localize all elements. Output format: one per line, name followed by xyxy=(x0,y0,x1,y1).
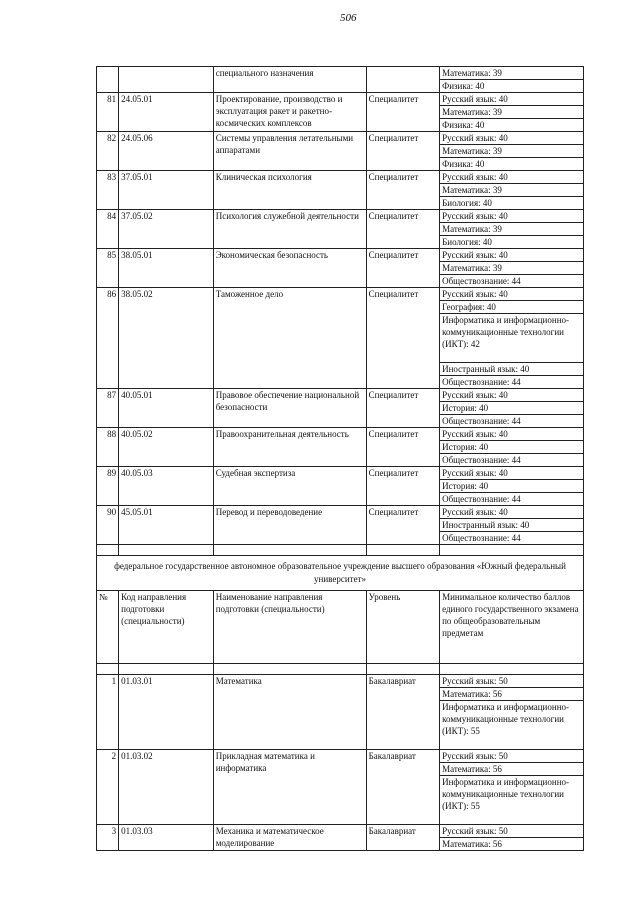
row-name: Математика xyxy=(213,675,366,750)
row-name: Экономическая безопасность xyxy=(213,249,366,288)
exam-score: Биология: 40 xyxy=(442,198,492,208)
row-code: 01.03.03 xyxy=(119,825,214,851)
header-level: Уровень xyxy=(366,591,439,664)
row-level: Специалитет xyxy=(366,506,439,545)
row-exams xyxy=(440,93,584,132)
exam-score: Физика: 40 xyxy=(442,120,485,130)
row-level xyxy=(366,67,439,93)
exam-score: Информатика и информационно-коммуникационные технологии (ИКТ): 42 xyxy=(440,314,583,363)
table-row xyxy=(97,132,584,171)
table-row xyxy=(97,171,584,210)
spacer-row xyxy=(97,545,584,556)
row-code: 37.05.02 xyxy=(119,210,214,249)
bottom-rows xyxy=(97,675,584,851)
row-exams xyxy=(440,506,584,545)
header-num: № xyxy=(97,591,119,664)
exam-score: Русский язык: 50 xyxy=(440,750,583,763)
table-row xyxy=(97,750,584,825)
exam-score: Русский язык: 40 xyxy=(440,210,583,223)
row-level: Бакалавриат xyxy=(366,750,439,825)
row-name: Правоохранительная деятельность xyxy=(213,428,366,467)
row-number: 2 xyxy=(97,750,119,825)
row-number: 88 xyxy=(97,428,119,467)
exam-score: Информатика и информационно-коммуникационные технологии (ИКТ): 55 xyxy=(442,702,570,736)
row-level: Специалитет xyxy=(366,93,439,132)
row-level: Специалитет xyxy=(366,132,439,171)
row-name: Проектирование, производство и эксплуатация ракет и ракетно-космических комплексов xyxy=(213,93,366,132)
exam-score: Обществознание: 44 xyxy=(442,494,521,504)
row-number: 82 xyxy=(97,132,119,171)
exam-score: Математика: 39 xyxy=(440,262,583,275)
row-number: 89 xyxy=(97,467,119,506)
exam-score: История: 40 xyxy=(440,480,583,493)
organization-name: федеральное государственное автономное образовательное учреждение высшего образования «Южный федеральный университет» xyxy=(97,556,584,591)
header-exams: Минимальное количество баллов единого государственного экзамена по общеобразовательным предметам xyxy=(440,591,584,664)
exam-score: Иностранный язык: 40 xyxy=(440,363,583,376)
exam-score: Математика: 56 xyxy=(442,839,502,849)
row-code: 24.05.06 xyxy=(119,132,214,171)
header-row xyxy=(97,591,584,664)
table-row xyxy=(97,93,584,132)
table-row xyxy=(97,249,584,288)
row-name: Системы управления летательными аппаратами xyxy=(213,132,366,171)
row-name: специального назначения xyxy=(213,67,366,93)
row-number: 85 xyxy=(97,249,119,288)
exam-score: Обществознание: 44 xyxy=(442,377,521,387)
exam-score: Русский язык: 40 xyxy=(440,132,583,145)
table-row xyxy=(97,389,584,428)
row-exams xyxy=(440,132,584,171)
row-code: 38.05.01 xyxy=(119,249,214,288)
admission-table xyxy=(96,66,584,851)
row-code: 38.05.02 xyxy=(119,288,214,389)
exam-score: Математика: 39 xyxy=(440,184,583,197)
table-row xyxy=(97,288,584,389)
row-number: 84 xyxy=(97,210,119,249)
exam-score: Русский язык: 40 xyxy=(440,467,583,480)
exam-score: Русский язык: 40 xyxy=(440,428,583,441)
header-name: Наименование направления подготовки (специальности) xyxy=(213,591,366,664)
exam-score: Русский язык: 40 xyxy=(440,93,583,106)
row-number: 83 xyxy=(97,171,119,210)
exam-score: Математика: 56 xyxy=(440,688,583,701)
exam-score: География: 40 xyxy=(440,301,583,314)
exam-score: Математика: 39 xyxy=(440,106,583,119)
row-exams xyxy=(440,288,584,389)
exam-score: История: 40 xyxy=(440,402,583,415)
row-code: 45.05.01 xyxy=(119,506,214,545)
table-row xyxy=(97,825,584,851)
exam-score: Математика: 56 xyxy=(440,763,583,776)
row-level: Специалитет xyxy=(366,389,439,428)
row-name: Перевод и переводоведение xyxy=(213,506,366,545)
row-code xyxy=(119,67,214,93)
row-exams xyxy=(440,171,584,210)
table-row xyxy=(97,210,584,249)
row-number xyxy=(97,67,119,93)
row-code: 40.05.02 xyxy=(119,428,214,467)
table-row xyxy=(97,506,584,545)
exam-score: Математика: 39 xyxy=(440,223,583,236)
header-code: Код направления подготовки (специальности) xyxy=(119,591,214,664)
row-level: Специалитет xyxy=(366,249,439,288)
page-number: 506 xyxy=(340,12,357,24)
table-row xyxy=(97,675,584,750)
row-name: Судебная экспертиза xyxy=(213,467,366,506)
row-level: Специалитет xyxy=(366,428,439,467)
exam-score: Математика: 39 xyxy=(440,67,583,80)
row-exams xyxy=(440,249,584,288)
row-number: 1 xyxy=(97,675,119,750)
table-row xyxy=(97,67,584,93)
exam-score: История: 40 xyxy=(440,441,583,454)
row-name: Правовое обеспечение национальной безопасности xyxy=(213,389,366,428)
row-code: 40.05.01 xyxy=(119,389,214,428)
exam-score: Обществознание: 44 xyxy=(442,533,521,543)
row-exams xyxy=(440,750,584,825)
row-name: Таможенное дело xyxy=(213,288,366,389)
exam-score: Русский язык: 50 xyxy=(440,825,583,838)
spacer-row xyxy=(97,664,584,675)
row-code: 37.05.01 xyxy=(119,171,214,210)
exam-score: Обществознание: 44 xyxy=(442,455,521,465)
exam-score: Русский язык: 40 xyxy=(440,249,583,262)
exam-score: Физика: 40 xyxy=(442,81,485,91)
top-rows xyxy=(97,67,584,545)
row-number: 3 xyxy=(97,825,119,851)
row-level: Специалитет xyxy=(366,288,439,389)
organization-row xyxy=(97,556,584,591)
exam-score: Информатика и информационно-коммуникационные технологии (ИКТ): 55 xyxy=(442,777,570,811)
exam-score: Русский язык: 40 xyxy=(440,506,583,519)
table-row xyxy=(97,428,584,467)
row-name: Клиническая психология xyxy=(213,171,366,210)
row-name: Прикладная математика и информатика xyxy=(213,750,366,825)
row-code: 01.03.02 xyxy=(119,750,214,825)
row-exams xyxy=(440,428,584,467)
row-level: Бакалавриат xyxy=(366,825,439,851)
row-level: Бакалавриат xyxy=(366,675,439,750)
exam-score: Русский язык: 40 xyxy=(440,288,583,301)
exam-score: Иностранный язык: 40 xyxy=(440,519,583,532)
row-number: 87 xyxy=(97,389,119,428)
row-number: 81 xyxy=(97,93,119,132)
exam-score: Обществознание: 44 xyxy=(442,416,521,426)
row-name: Механика и математическое моделирование xyxy=(213,825,366,851)
exam-score: Обществознание: 44 xyxy=(442,276,521,286)
row-number: 86 xyxy=(97,288,119,389)
row-number: 90 xyxy=(97,506,119,545)
row-exams xyxy=(440,389,584,428)
row-exams xyxy=(440,467,584,506)
row-exams xyxy=(440,825,584,851)
exam-score: Математика: 39 xyxy=(440,145,583,158)
exam-score: Биология: 40 xyxy=(442,237,492,247)
exam-score: Русский язык: 40 xyxy=(440,171,583,184)
row-exams xyxy=(440,210,584,249)
exam-score: Русский язык: 40 xyxy=(440,389,583,402)
exam-score: Физика: 40 xyxy=(442,159,485,169)
row-exams xyxy=(440,67,584,93)
row-exams xyxy=(440,675,584,750)
row-code: 01.03.01 xyxy=(119,675,214,750)
row-code: 24.05.01 xyxy=(119,93,214,132)
row-code: 40.05.03 xyxy=(119,467,214,506)
table-row xyxy=(97,467,584,506)
row-level: Специалитет xyxy=(366,467,439,506)
exam-score: Русский язык: 50 xyxy=(440,675,583,688)
row-level: Специалитет xyxy=(366,210,439,249)
row-name: Психология служебной деятельности xyxy=(213,210,366,249)
row-level: Специалитет xyxy=(366,171,439,210)
